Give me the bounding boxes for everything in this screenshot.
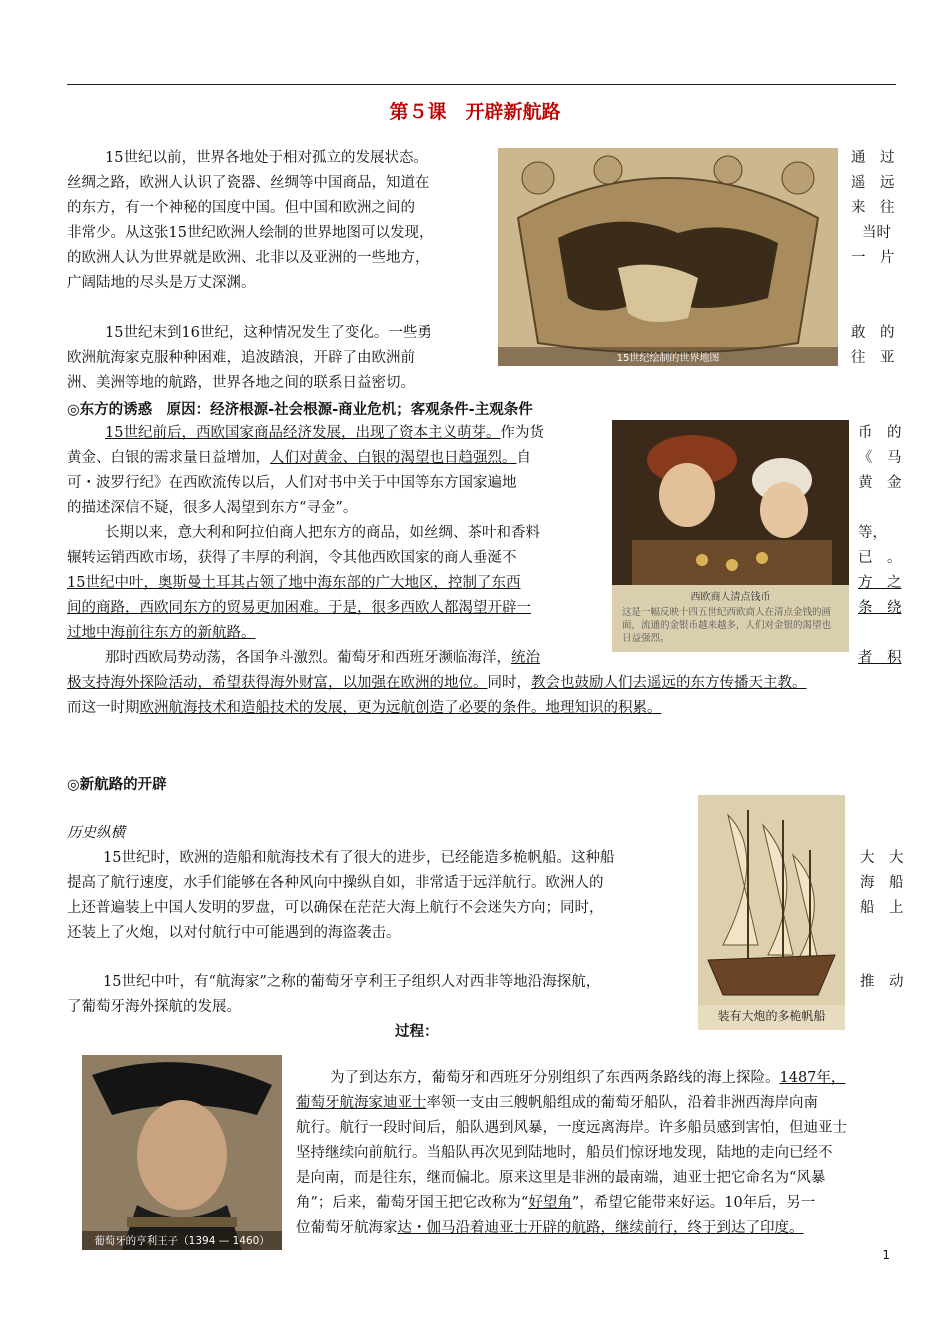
p6-line3-right: 船 上	[860, 900, 904, 916]
p4-line1-right: 等，	[858, 525, 887, 541]
page-title: 第５课 开辟新航路	[389, 101, 561, 123]
ship-image	[698, 795, 845, 1005]
p5-line3: 而这一时期欧洲航海技术和造船技术的发展，更为远航创造了必要的条件。地理知识的积累。	[67, 700, 662, 716]
p8-line6: 角”；后来，葡萄牙国王把它改称为“好望角”，希望它能带来好运。10年后，另一	[296, 1195, 816, 1211]
p8-line2: 葡萄牙航海家迪亚士率领一支由三艘帆船组成的葡萄牙船队，沿着非洲西海岸向南	[296, 1095, 818, 1111]
p4-line3-right: 方 之	[858, 575, 902, 591]
p1-line3-right: 来 往	[851, 200, 895, 216]
p3-line3: 可・波罗行纪》在西欧流传以后，人们对书中关于中国等东方国家遍地	[67, 475, 517, 491]
p3-line4: 的描述深信不疑，很多人渴望到东方“寻金”。	[67, 500, 358, 516]
p3-line1-right: 币 的	[858, 425, 902, 441]
p3-line2-right: 《 马	[858, 450, 902, 466]
henry-caption: 葡萄牙的亨利王子（1394 — 1460）	[82, 1231, 282, 1250]
p8-line4: 坚持继续向前航行。当船队再次见到陆地时，船员们惊讶地发现，陆地的走向已经不	[296, 1145, 833, 1161]
p5-line1-right: 者 积	[858, 650, 902, 666]
p3-line3-right: 黄 金	[858, 475, 902, 491]
p1-line5-right: 一 片	[851, 250, 895, 266]
merchant-image	[612, 420, 849, 585]
p7-line1-right: 推 动	[860, 974, 904, 990]
p1-line5: 的欧洲人认为世界就是欧洲、北非以及亚洲的一些地方，	[67, 250, 430, 266]
section-heading-new-route: ◎新航路的开辟	[67, 777, 167, 793]
p4-line4-right: 条 绕	[858, 600, 902, 616]
p1-line6: 广阔陆地的尽头是万丈深渊。	[67, 275, 256, 291]
p1-line4-right: 当时	[862, 225, 891, 241]
p1-line1: 15世纪以前，世界各地处于相对孤立的发展状态。	[105, 150, 428, 166]
header-rule	[67, 84, 896, 85]
underline-trade-route: 间的商路，西欧同东方的贸易更加困难。于是，很多西欧人都渴望开辟一	[67, 600, 531, 616]
underline-ottoman: 15世纪中叶，奥斯曼土耳其占领了地中海东部的广大地区，控制了东西	[67, 575, 521, 591]
p6-line2-right: 海 船	[860, 875, 904, 891]
p6-line2: 提高了航行速度，水手们能够在各种风向中操纵自如，非常适于远洋航行。欧洲人的	[67, 875, 604, 891]
p2-line2: 欧洲航海家克服种种困难，追波踏浪，开辟了由欧洲前	[67, 350, 415, 366]
page-number: 1	[882, 1248, 890, 1262]
p2-line3: 洲、美洲等地的航路，世界各地之间的联系日益密切。	[67, 375, 415, 391]
henry-portrait	[82, 1055, 282, 1250]
p4-line2-right: 已 。	[858, 550, 902, 566]
p2-line1-right: 敢 的	[851, 325, 895, 341]
p8-line7: 位葡萄牙航海家达・伽马沿着迪亚士开辟的航路，继续前行，终于到达了印度。	[296, 1220, 804, 1236]
p1-line3: 的东方，有一个神秘的国度中国。但中国和欧洲之间的	[67, 200, 415, 216]
p3-line1: 15世纪前后，西欧国家商品经济发展，出现了资本主义萌芽。作为货	[105, 425, 544, 441]
p1-line1-right: 通 过	[851, 150, 895, 166]
p4-line5	[67, 623, 256, 643]
p4-line2: 辗转运销西欧市场，获得了丰厚的利润，令其他西欧国家的商人垂涎不	[67, 550, 517, 566]
p1-line2: 丝绸之路，欧洲人认识了瓷器、丝绸等中国商品，知道在	[67, 175, 430, 191]
p6-line1: 15世纪时，欧洲的造船和航海技术有了很大的进步，已经能造多桅帆船。这种船	[103, 850, 615, 866]
p8-line3: 航行。航行一段时间后，船队遇到风暴，一度远离海岸。许多船员感到害怕，但迪亚士	[296, 1120, 847, 1136]
section-heading-causes: ◎东方的诱惑 原因：经济根源-社会根源-商业危机；客观条件-主观条件	[67, 402, 533, 418]
underline-new-route: 过地中海前往东方的新航路。	[67, 625, 256, 641]
p8-line5: 是向南，而是往东，继而偏北。原来这里是非洲的最南端，迪亚士把它命名为“风暴	[296, 1170, 826, 1186]
p6-line1-right: 大 大	[860, 850, 904, 866]
world-map-figure	[498, 148, 838, 366]
world-map-caption: 15世纪绘制的世界地图	[498, 347, 838, 366]
ship-figure	[698, 795, 845, 1030]
henry-figure	[82, 1055, 282, 1250]
p5-line2: 极支持海外探险活动，希望获得海外财富，以加强在欧洲的地位。同时，教会也鼓励人们去遥远的东方传播天主教。	[67, 675, 807, 691]
underline-capitalism: 15世纪前后，西欧国家商品经济发展，出现了资本主义萌芽。	[105, 425, 501, 441]
merchant-caption: 西欧商人清点钱币	[690, 592, 771, 603]
merchant-note: 这是一幅反映十四五世纪西欧商人在清点金钱的画面，流通的金银币越来越多，人们对金银的渴望也日益强烈。	[622, 607, 832, 644]
p4-line1: 长期以来，意大利和阿拉伯商人把东方的商品，如丝绸、茶叶和香料	[105, 525, 540, 541]
p6-line4: 还装上了火炮，以对付航行中可能遇到的海盗袭击。	[67, 925, 401, 941]
p5-line1: 那时西欧局势动荡，各国争斗激烈。葡萄牙和西班牙濒临海洋，统治	[105, 650, 540, 666]
p7-line1: 15世纪中叶，有“航海家”之称的葡萄牙亨利王子组织人对西非等地沿海探航，	[103, 974, 601, 990]
p4-line4	[67, 598, 531, 618]
world-map-image	[498, 148, 838, 366]
process-label: 过程：	[395, 1024, 439, 1040]
p4-line3	[67, 573, 520, 593]
p8-line1: 为了到达东方，葡萄牙和西班牙分别组织了东西两条路线的海上探险。1487年，	[330, 1070, 846, 1086]
ship-caption: 装有大炮的多桅帆船	[717, 1009, 826, 1023]
subheading-history: 历史纵横	[67, 825, 125, 841]
p1-line2-right: 遥 远	[851, 175, 895, 191]
merchant-figure	[612, 420, 849, 652]
p2-line2-right: 往 亚	[851, 350, 895, 366]
p2-line1: 15世纪末到16世纪，这种情况发生了变化。一些勇	[105, 325, 432, 341]
underline-gold-desire: 人们对黄金、白银的渴望也日趋强烈。	[270, 450, 517, 466]
p7-line2: 了葡萄牙海外探航的发展。	[67, 999, 241, 1015]
p1-line4: 非常少。从这张15世纪欧洲人绘制的世界地图可以发现，	[67, 225, 434, 241]
p6-line3: 上还普遍装上中国人发明的罗盘，可以确保在茫茫大海上航行不会迷失方向；同时，	[67, 900, 604, 916]
p3-line2: 黄金、白银的需求量日益增加，人们对黄金、白银的渴望也日趋强烈。自	[67, 450, 531, 466]
